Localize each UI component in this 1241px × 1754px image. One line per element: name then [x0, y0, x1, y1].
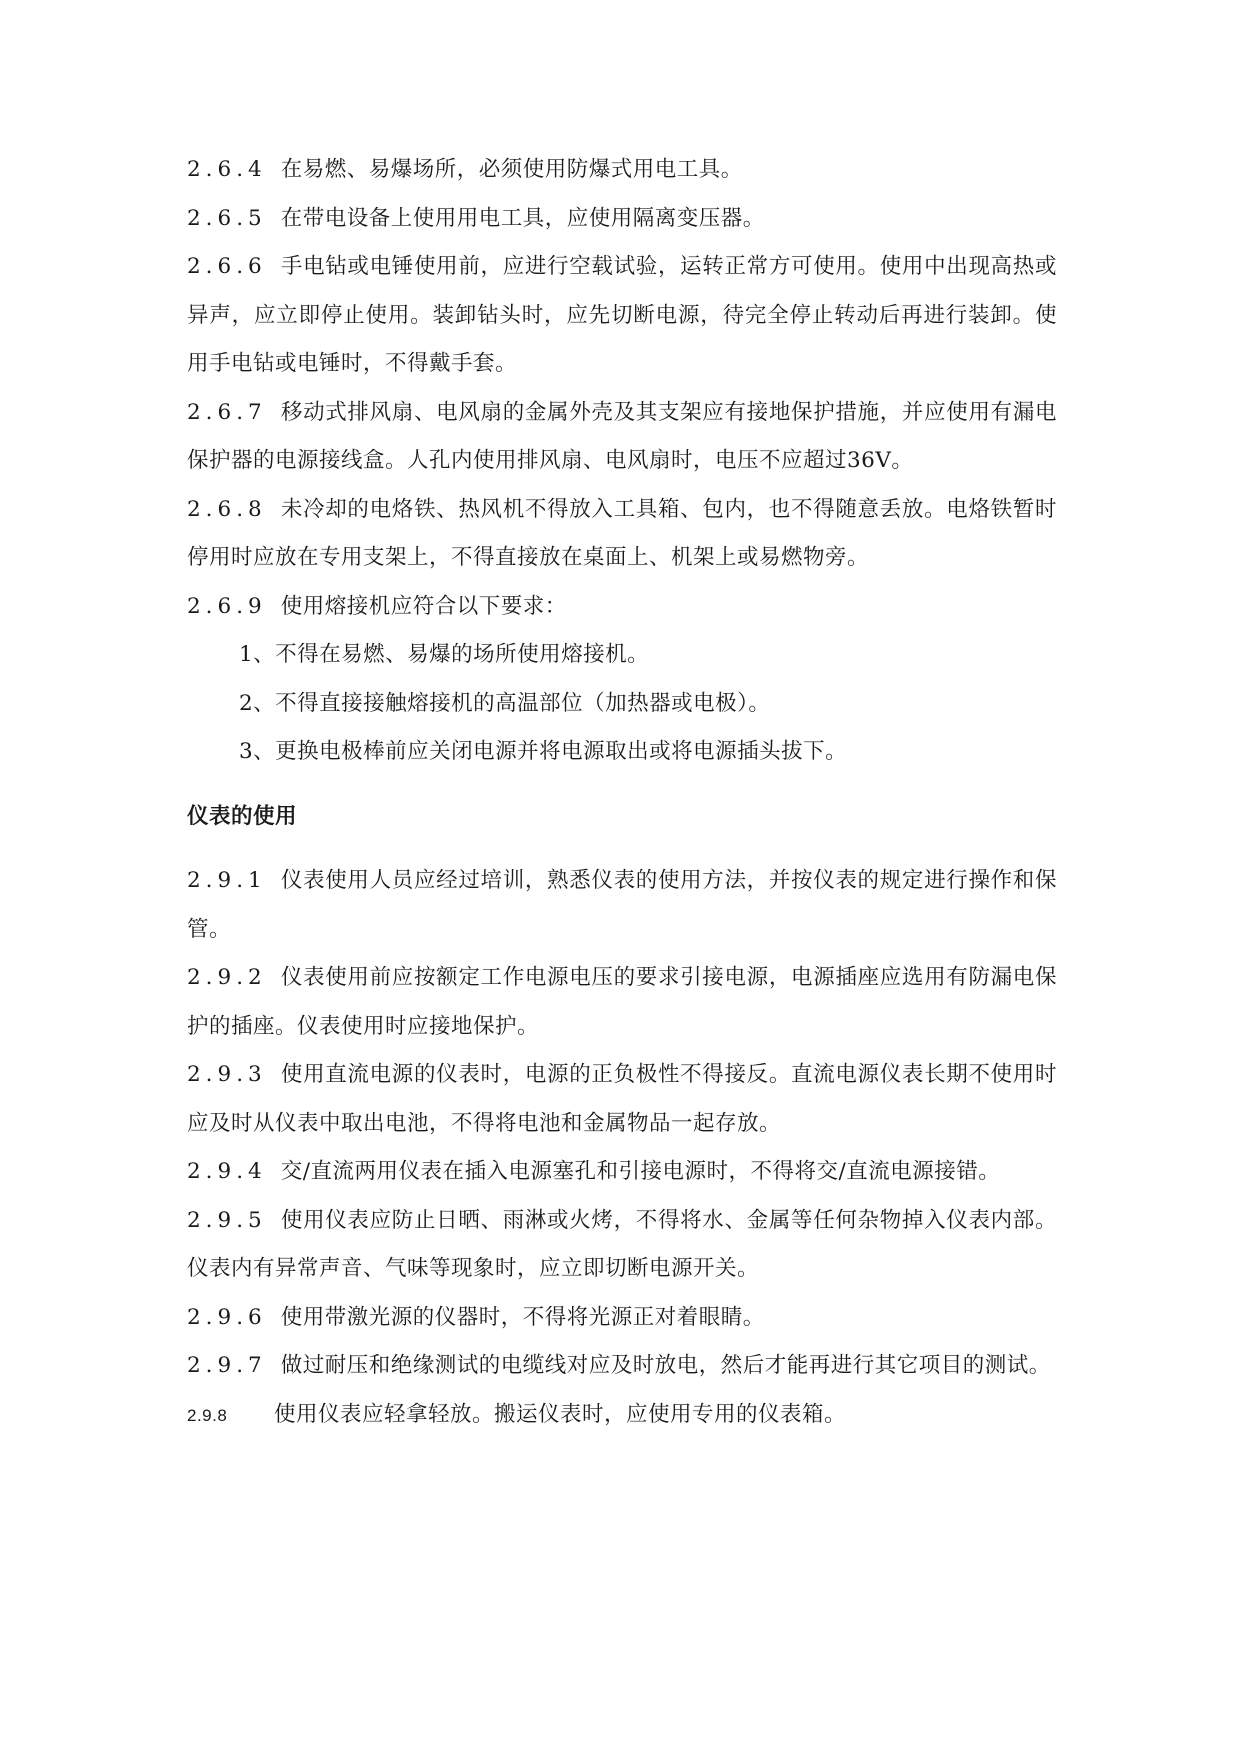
clause-2-9-6	[187, 1294, 1057, 1343]
clause-2-9-1	[187, 857, 1057, 954]
list-item: 1、不得在易燃、易爆的场所使用熔接机。	[239, 642, 650, 667]
clause-number: 2.6.6	[187, 254, 267, 279]
clause-number: 2.6.4	[187, 157, 267, 182]
clause-number: 2.6.9	[187, 593, 267, 619]
section-heading: 仪表的使用	[187, 803, 298, 829]
clause-2-6-9	[187, 583, 1057, 632]
clause-number: 2.6.7	[187, 399, 267, 425]
clause-number: 2.9.6	[187, 1304, 267, 1330]
document-body	[187, 146, 1057, 1440]
clause-2-9-4	[187, 1148, 1057, 1197]
clause-text: 使用直流电源的仪表时，电源的正负极性不得接反。直流电源仪表长期不使用时应及时从仪表中取出电池，不得将电池和金属物品一起存放。	[187, 1062, 1057, 1136]
clause-2-9-7	[187, 1342, 1057, 1391]
clause-2-9-5	[187, 1197, 1057, 1294]
clause-text: 使用仪表应轻拿轻放。搬运仪表时，应使用专用的仪表箱。	[274, 1401, 847, 1427]
clause-text: 仪表使用前应按额定工作电源电压的要求引接电源，电源插座应选用有防漏电保护的插座。仪表使用时应接地保护。	[187, 965, 1057, 1039]
clause-2-6-4	[187, 146, 1057, 195]
clause-text: 使用熔接机应符合以下要求：	[280, 593, 567, 619]
list-item: 2、不得直接接触熔接机的高温部位（加热器或电极）。	[239, 690, 771, 716]
clause-number: 2.9.4	[187, 1159, 267, 1184]
clause-text: 在带电设备上使用用电工具，应使用隔离变压器。	[280, 205, 765, 231]
clause-text: 使用带激光源的仪器时，不得将光源正对着眼睛。	[280, 1304, 765, 1330]
clause-number: 2.6.5	[187, 205, 267, 231]
clause-2-9-2	[187, 954, 1057, 1051]
clause-text: 未冷却的电烙铁、热风机不得放入工具箱、包内，也不得随意丢放。电烙铁暂时停用时应放在专用支架上，不得直接放在桌面上、机架上或易燃物旁。	[187, 496, 1057, 570]
clause-2-6-6	[187, 243, 1057, 389]
clause-2-6-8	[187, 486, 1057, 583]
clause-number: 2.9.7	[187, 1353, 267, 1378]
clause-number: 2.9.3	[187, 1062, 267, 1087]
clause-2-6-7	[187, 389, 1057, 486]
clause-text: 使用仪表应防止日晒、雨淋或火烤，不得将水、金属等任何杂物掉入仪表内部。仪表内有异常声音、气味等现象时，应立即切断电源开关。	[187, 1207, 1057, 1281]
clause-text: 仪表使用人员应经过培训，熟悉仪表的使用方法，并按仪表的规定进行操作和保管。	[187, 868, 1057, 942]
clause-2-9-3	[187, 1051, 1057, 1148]
clause-number: 2.9.5	[187, 1207, 267, 1233]
list-item: 3、更换电极棒前应关闭电源并将电源取出或将电源插头拔下。	[239, 739, 848, 764]
clause-text: 做过耐压和绝缘测试的电缆线对应及时放电，然后才能再进行其它项目的测试。	[280, 1353, 1051, 1378]
clause-2-6-5	[187, 195, 1057, 244]
clause-number: 2.9.2	[187, 965, 267, 990]
clause-number: 2.9.8	[187, 1405, 228, 1425]
clause-number: 2.6.8	[187, 496, 267, 522]
clause-text: 在易燃、易爆场所，必须使用防爆式用电工具。	[280, 157, 743, 182]
clause-text: 手电钻或电锤使用前，应进行空载试验，运转正常方可使用。使用中出现高热或异声，应立即停止使用。装卸钻头时，应先切断电源，待完全停止转动后再进行装卸。使用手电钻或电锤时，不得戴手套。	[187, 254, 1057, 376]
clause-2-9-8	[187, 1391, 1057, 1441]
clause-text: 交/直流两用仪表在插入电源塞孔和引接电源时，不得将交/直流电源接错。	[280, 1159, 1001, 1184]
clause-number: 2.9.1	[187, 868, 267, 893]
clause-text: 移动式排风扇、电风扇的金属外壳及其支架应有接地保护措施，并应使用有漏电保护器的电源接线盒。人孔内使用排风扇、电风扇时，电压不应超过36V。	[187, 399, 1057, 473]
